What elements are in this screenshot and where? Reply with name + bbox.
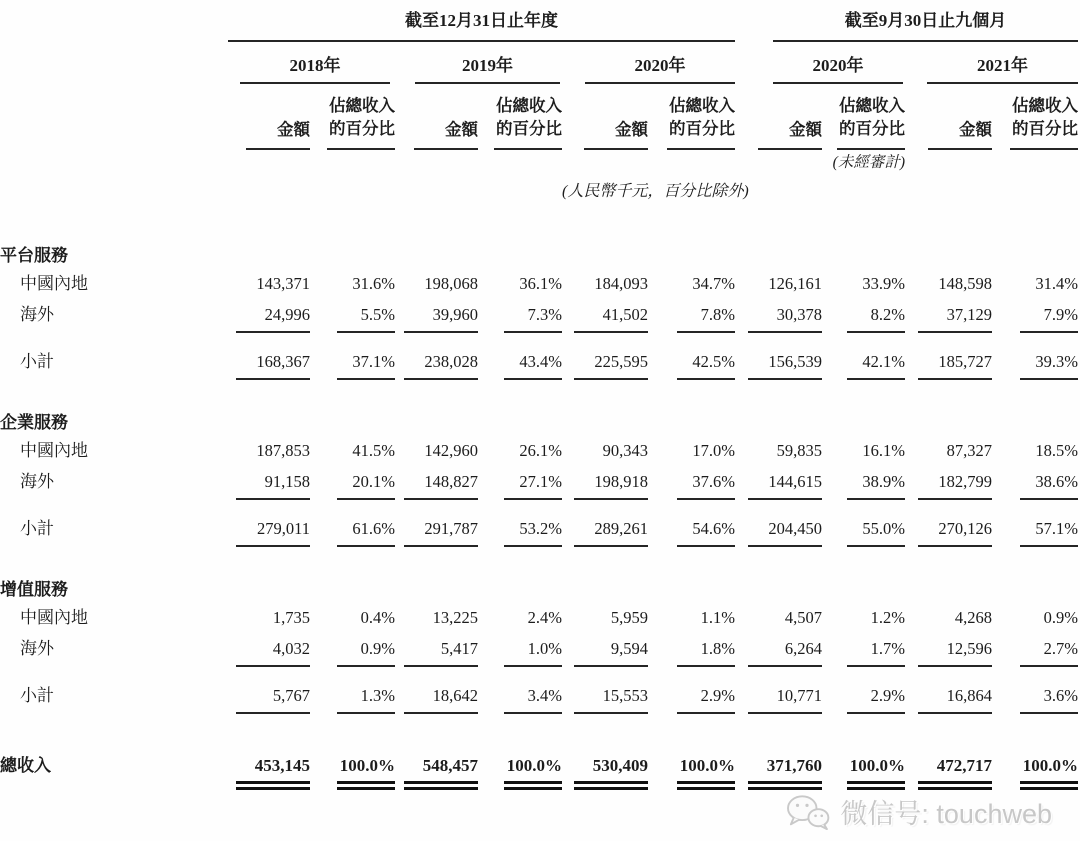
percent-header-line1: 佔總收入 <box>1012 96 1078 115</box>
amount-column-header: 金額 <box>928 116 992 150</box>
table-row <box>0 464 1078 503</box>
percent-value: 36.1% <box>519 274 562 293</box>
percent-value: 53.2% <box>504 519 562 547</box>
period-group-header: 截至12月31日止年度 <box>228 6 735 42</box>
total-row <box>0 737 1078 790</box>
percent-header-line2: 的百分比 <box>327 117 395 150</box>
percent-value: 26.1% <box>519 441 562 460</box>
total-percent-value: 100.0% <box>677 756 735 790</box>
percent-value: 33.9% <box>862 274 905 293</box>
amount-value: 204,450 <box>748 519 822 547</box>
percent-column-header <box>310 94 395 150</box>
percent-header-line2: 的百分比 <box>837 117 905 150</box>
subtotal-row <box>0 670 1078 717</box>
percent-value: 43.4% <box>504 352 562 380</box>
section-title: 增值服務 <box>0 580 68 599</box>
subtotal-row <box>0 336 1078 383</box>
amount-value: 4,032 <box>236 639 310 667</box>
percent-value: 42.5% <box>677 352 735 380</box>
amount-value: 37,129 <box>918 305 992 333</box>
year-header: 2020年 <box>773 42 903 84</box>
subtotal-row <box>0 503 1078 550</box>
percent-value: 31.6% <box>352 274 395 293</box>
row-label: 小計 <box>20 352 54 371</box>
amount-value: 5,767 <box>236 686 310 714</box>
amount-value: 24,996 <box>236 305 310 333</box>
percent-value: 7.3% <box>504 305 562 333</box>
amount-value: 156,539 <box>748 352 822 380</box>
percent-value: 2.9% <box>677 686 735 714</box>
year-header: 2018年 <box>240 42 390 84</box>
amount-column-header: 金額 <box>758 116 822 150</box>
percent-value: 37.6% <box>677 472 735 500</box>
percent-value: 2.7% <box>1020 639 1078 667</box>
percent-value: 57.1% <box>1020 519 1078 547</box>
percent-value: 38.9% <box>847 472 905 500</box>
section-title-row <box>0 403 1078 433</box>
percent-value: 2.4% <box>527 608 562 627</box>
percent-value: 61.6% <box>337 519 395 547</box>
percent-column-header <box>992 94 1078 150</box>
amount-value: 143,371 <box>256 274 310 293</box>
column-header-row <box>0 84 1078 150</box>
unaudited-note-row <box>0 150 1078 178</box>
percent-header-line1: 佔總收入 <box>669 96 735 115</box>
percent-value: 27.1% <box>504 472 562 500</box>
amount-value: 16,864 <box>918 686 992 714</box>
table-row <box>0 266 1078 297</box>
amount-value: 91,158 <box>236 472 310 500</box>
percent-value: 39.3% <box>1020 352 1078 380</box>
section-title: 企業服務 <box>0 413 68 432</box>
amount-column-header: 金額 <box>246 116 310 150</box>
percent-value: 8.2% <box>847 305 905 333</box>
percent-value: 1.7% <box>847 639 905 667</box>
total-percent-value: 100.0% <box>504 756 562 790</box>
amount-value: 279,011 <box>236 519 310 547</box>
row-label: 中國內地 <box>20 441 88 460</box>
amount-value: 126,161 <box>768 274 822 293</box>
row-label: 小計 <box>20 686 54 705</box>
total-amount-value: 548,457 <box>404 756 478 790</box>
amount-value: 87,327 <box>946 441 992 460</box>
amount-value: 9,594 <box>574 639 648 667</box>
amount-value: 30,378 <box>748 305 822 333</box>
percent-value: 3.6% <box>1020 686 1078 714</box>
percent-header-line1: 佔總收入 <box>496 96 562 115</box>
year-header: 2021年 <box>927 42 1078 84</box>
percent-value: 1.8% <box>677 639 735 667</box>
amount-value: 12,596 <box>918 639 992 667</box>
section-title: 平台服務 <box>0 246 68 265</box>
amount-value: 90,343 <box>602 441 648 460</box>
percent-value: 31.4% <box>1035 274 1078 293</box>
section-title-row <box>0 570 1078 600</box>
amount-value: 238,028 <box>404 352 478 380</box>
amount-value: 225,595 <box>574 352 648 380</box>
percent-value: 42.1% <box>847 352 905 380</box>
percent-value: 34.7% <box>692 274 735 293</box>
percent-value: 0.9% <box>1043 608 1078 627</box>
percent-value: 1.2% <box>870 608 905 627</box>
percent-value: 1.1% <box>700 608 735 627</box>
unaudited-note: (未經審計) <box>832 154 905 171</box>
percent-value: 7.8% <box>677 305 735 333</box>
total-amount-value: 530,409 <box>574 756 648 790</box>
amount-value: 182,799 <box>918 472 992 500</box>
amount-value: 13,225 <box>432 608 478 627</box>
total-amount-value: 472,717 <box>918 756 992 790</box>
percent-column-header <box>478 94 562 150</box>
amount-value: 289,261 <box>574 519 648 547</box>
percent-column-header <box>822 94 905 150</box>
amount-value: 39,960 <box>404 305 478 333</box>
section-title-row <box>0 236 1078 266</box>
table-row <box>0 297 1078 336</box>
period-group-cell <box>735 0 1078 42</box>
row-label: 中國內地 <box>20 608 88 627</box>
amount-value: 10,771 <box>748 686 822 714</box>
percent-value: 0.9% <box>337 639 395 667</box>
total-amount-value: 371,760 <box>748 756 822 790</box>
amount-value: 142,960 <box>424 441 478 460</box>
row-label: 海外 <box>20 639 54 658</box>
amount-value: 4,507 <box>784 608 822 627</box>
year-header-row <box>0 42 1078 84</box>
percent-value: 5.5% <box>337 305 395 333</box>
period-group-header: 截至9月30日止九個月 <box>773 6 1078 42</box>
total-percent-value: 100.0% <box>337 756 395 790</box>
period-group-cell <box>228 0 735 42</box>
unit-note-row <box>0 178 1078 210</box>
row-label: 小計 <box>20 519 54 538</box>
percent-value: 54.6% <box>677 519 735 547</box>
amount-value: 59,835 <box>776 441 822 460</box>
amount-value: 270,126 <box>918 519 992 547</box>
percent-value: 1.0% <box>504 639 562 667</box>
percent-value: 7.9% <box>1020 305 1078 333</box>
percent-value: 3.4% <box>504 686 562 714</box>
amount-value: 148,827 <box>404 472 478 500</box>
amount-value: 144,615 <box>748 472 822 500</box>
percent-header-line1: 佔總收入 <box>839 96 905 115</box>
amount-value: 291,787 <box>404 519 478 547</box>
total-percent-value: 100.0% <box>847 756 905 790</box>
percent-value: 16.1% <box>862 441 905 460</box>
percent-value: 55.0% <box>847 519 905 547</box>
amount-value: 15,553 <box>574 686 648 714</box>
percent-value: 37.1% <box>337 352 395 380</box>
watermark-text: 微信号: touchweb <box>840 799 1052 829</box>
amount-value: 187,853 <box>256 441 310 460</box>
amount-value: 4,268 <box>954 608 992 627</box>
amount-value: 18,642 <box>404 686 478 714</box>
row-label: 中國內地 <box>20 274 88 293</box>
amount-value: 148,598 <box>938 274 992 293</box>
amount-value: 1,735 <box>272 608 310 627</box>
wechat-icon <box>784 793 830 831</box>
amount-value: 184,093 <box>594 274 648 293</box>
total-amount-value: 453,145 <box>236 756 310 790</box>
percent-value: 18.5% <box>1035 441 1078 460</box>
row-label: 海外 <box>20 305 54 324</box>
percent-column-header <box>648 94 735 150</box>
percent-header-line1: 佔總收入 <box>329 96 395 115</box>
period-header-row <box>0 0 1078 42</box>
percent-value: 41.5% <box>352 441 395 460</box>
amount-value: 5,417 <box>404 639 478 667</box>
percent-value: 17.0% <box>692 441 735 460</box>
percent-value: 0.4% <box>360 608 395 627</box>
percent-header-line2: 的百分比 <box>667 117 735 150</box>
table-row <box>0 631 1078 670</box>
total-percent-value: 100.0% <box>1020 756 1078 790</box>
currency-unit-note: (人民幣千元，百分比除外) <box>562 183 749 200</box>
year-header: 2020年 <box>585 42 735 84</box>
percent-header-line2: 的百分比 <box>1010 117 1078 150</box>
total-row-label: 總收入 <box>0 756 51 775</box>
table-row <box>0 600 1078 631</box>
amount-column-header: 金額 <box>584 116 648 150</box>
amount-value: 6,264 <box>748 639 822 667</box>
percent-header-line2: 的百分比 <box>494 117 562 150</box>
percent-value: 1.3% <box>337 686 395 714</box>
percent-value: 38.6% <box>1020 472 1078 500</box>
row-label: 海外 <box>20 472 54 491</box>
amount-value: 5,959 <box>610 608 648 627</box>
amount-value: 168,367 <box>236 352 310 380</box>
watermark <box>784 792 1052 831</box>
amount-value: 41,502 <box>574 305 648 333</box>
amount-value: 198,918 <box>574 472 648 500</box>
amount-column-header: 金額 <box>414 116 478 150</box>
percent-value: 2.9% <box>847 686 905 714</box>
year-header: 2019年 <box>415 42 560 84</box>
amount-value: 198,068 <box>424 274 478 293</box>
amount-value: 185,727 <box>918 352 992 380</box>
table-row <box>0 433 1078 464</box>
percent-value: 20.1% <box>337 472 395 500</box>
